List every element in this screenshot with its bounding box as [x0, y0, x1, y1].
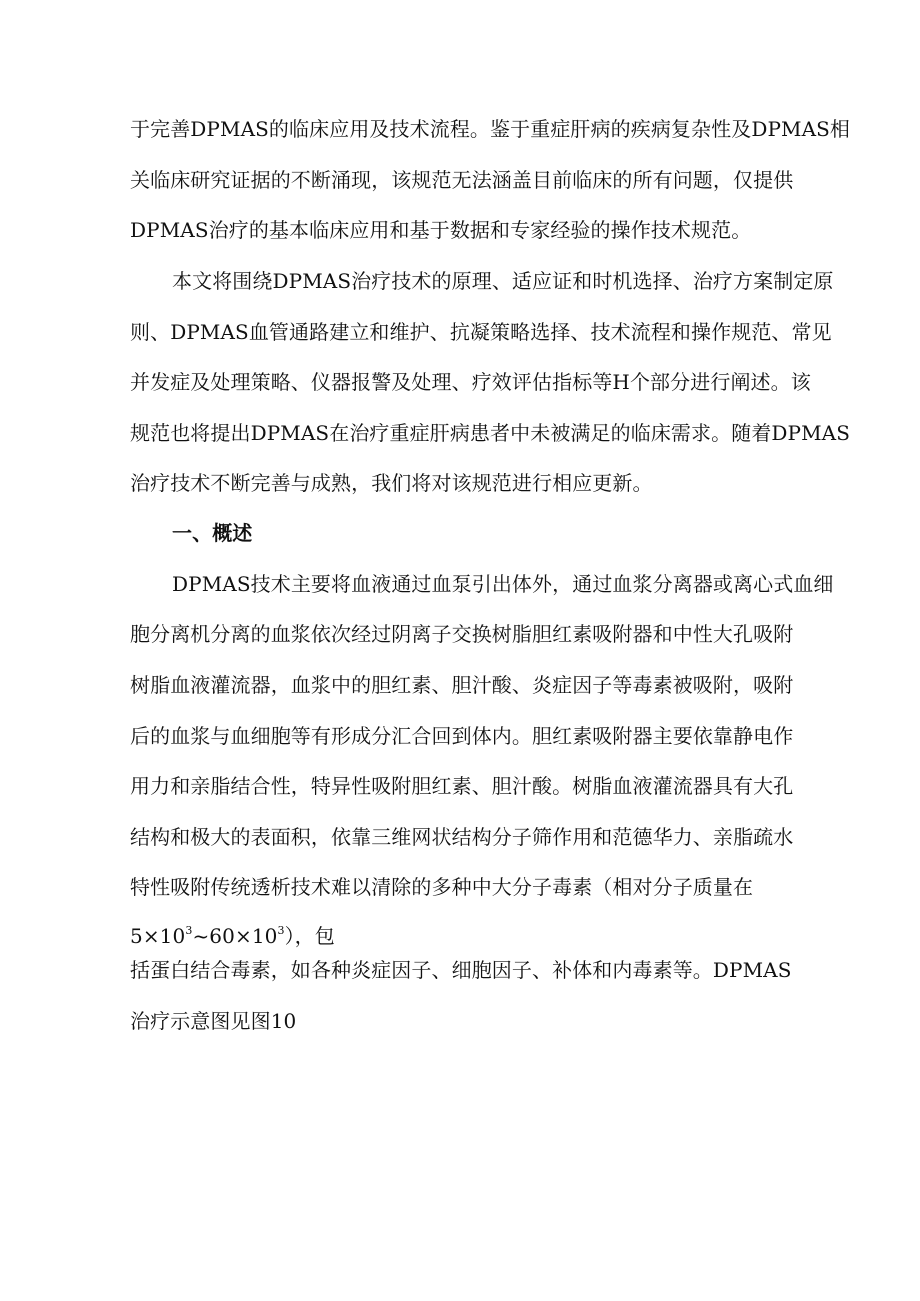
- section1-line-4: 后的血浆与血细胞等有形成分汇合回到体内。胆红素吸附器主要依靠静电作: [130, 724, 794, 748]
- formula-exponent-b: 3: [277, 924, 285, 937]
- formula-exponent-a: 3: [185, 924, 193, 937]
- paragraph2-line-4: 规范也将提出DPMAS在治疗重症肝病患者中未被满足的临床需求。随着DPMAS: [130, 421, 851, 445]
- section1-line-2: 胞分离机分离的血浆依次经过阴离子交换树脂胆红素吸附器和中性大孔吸附: [130, 622, 794, 646]
- paragraph2-line-2: 则、DPMAS血管通路建立和维护、抗凝策略选择、技术流程和操作规范、常见: [130, 320, 832, 344]
- section1-line-5: 用力和亲脂结合性，特异性吸附胆红素、胆汁酸。树脂血液灌流器具有大孔: [130, 774, 794, 798]
- formula-line: [130, 924, 335, 948]
- section1-line-3: 树脂血液灌流器，血浆中的胆红素、胆汁酸、炎症因子等毒素被吸附，吸附: [130, 673, 794, 697]
- section-heading: 一、概述: [172, 521, 253, 545]
- paragraph2-line-1: 本文将围绕DPMAS治疗技术的原理、适应证和时机选择、治疗方案制定原: [172, 269, 834, 293]
- paragraph1-line-3: DPMAS治疗的基本临床应用和基于数据和专家经验的操作技术规范。: [130, 218, 752, 242]
- formula-base-b: ~60×10: [192, 924, 278, 948]
- paragraph2-line-3: 并发症及处理策略、仪器报警及处理、疗效评估指标等H个部分进行阐述。该: [130, 370, 811, 394]
- paragraph2-line-5: 治疗技术不断完善与成熟，我们将对该规范进行相应更新。: [130, 471, 653, 495]
- paragraph1-line-2: 关临床研究证据的不断涌现，该规范无法涵盖目前临床的所有问题，仅提供: [130, 168, 794, 192]
- figure-reference-line: 治疗示意图见图10: [130, 1009, 297, 1033]
- paragraph1-line-1: 于完善DPMAS的临床应用及技术流程。鉴于重症肝病的疾病复杂性及DPMAS相: [130, 117, 851, 141]
- formula-tail: ），包: [284, 924, 335, 948]
- section1-line-7: 特性吸附传统透析技术难以清除的多种中大分子毒素（相对分子质量在: [130, 875, 754, 899]
- section1-continuation-line: 括蛋白结合毒素，如各种炎症因子、细胞因子、补体和内毒素等。DPMAS: [130, 958, 792, 982]
- formula-base-a: 5×10: [130, 924, 186, 948]
- section1-line-1: DPMAS技术主要将血液通过血泵引出体外，通过血浆分离器或离心式血细: [172, 572, 834, 596]
- section1-line-6: 结构和极大的表面积，依靠三维网状结构分子筛作用和范德华力、亲脂疏水: [130, 825, 794, 849]
